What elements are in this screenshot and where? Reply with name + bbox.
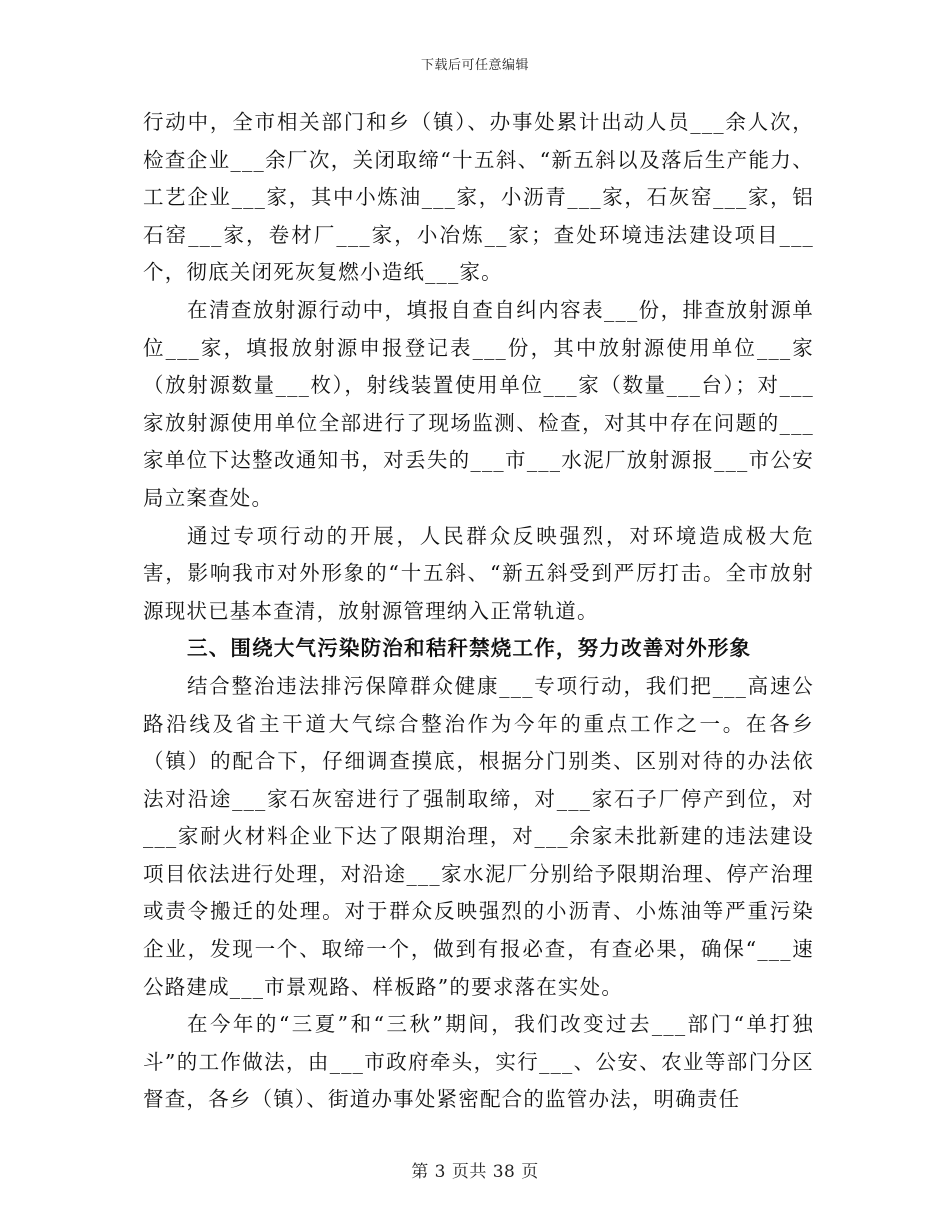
paragraph-2: 在清查放射源行动中，填报自查自纠内容表___份，排查放射源单位___家，填报放射源申报登记表___份，其中放射源使用单位___家（放射源数量___枚），射线装置使用单位___家（数量___台）；对___家放射源使用单位全部进行了现场监测、检查，对其中存在问题的___家单位下达整改通知书，对丢失的___市___水泥厂放射源报___市公安局立案查处。 [143,297,814,510]
section-heading: 三、围绕大气污染防治和秸秆禁烧工作，努力改善对外形象 [187,636,752,661]
page-footer: 第 3 页共 38 页 [411,1162,539,1182]
paragraph-5: 在今年的“三夏”和“三秋”期间，我们改变过去___部门“单打独斗”的工作做法，由___市政府牵头，实行___、公安、农业等部门分区督查，各乡（镇）、街道办事处紧密配合的监管办法，明确责任 [143,1012,814,1112]
paragraph-4: 结合整治违法排污保障群众健康___专项行动，我们把___高速公路沿线及省主干道大气综合整治作为今年的重点工作之一。在各乡（镇）的配合下，仔细调查摸底，根据分门别类、区别对待的办法依法对沿途___家石灰窑进行了强制取缔，对___家石子厂停产到位，对___家耐火材料企业下达了限期治理，对___余家未批新建的违法建设项目依法进行处理，对沿途___家水泥厂分别给予限期治理、停产治理或责令搬迁的处理。对于群众反映强烈的小沥青、小炼油等严重污染企业，发现一个、取缔一个，做到有报必查，有查必果，确保“___速公路建成___市景观路、样板路”的要求落在实处。 [143,673,814,999]
page-header: 下载后可任意编辑 [420,58,529,73]
document-body [143,104,814,1119]
paragraph-3: 通过专项行动的开展，人民群众反映强烈，对环境造成极大危害，影响我市对外形象的“十五斜、“新五斜受到严厉打击。全市放射源现状已基本查清，放射源管理纳入正常轨道。 [143,523,814,623]
paragraph-1: 行动中，全市相关部门和乡（镇）、办事处累计出动人员___余人次，检查企业___余厂次，关闭取缔“十五斜、“新五斜以及落后生产能力、工艺企业___家，其中小炼油___家，小沥青___家，石灰窑___家，铝石窑___家，卷材厂___家，小冶炼__家；查处环境违法建设项目___个，彻底关闭死灰复燃小造纸___家。 [143,110,814,285]
